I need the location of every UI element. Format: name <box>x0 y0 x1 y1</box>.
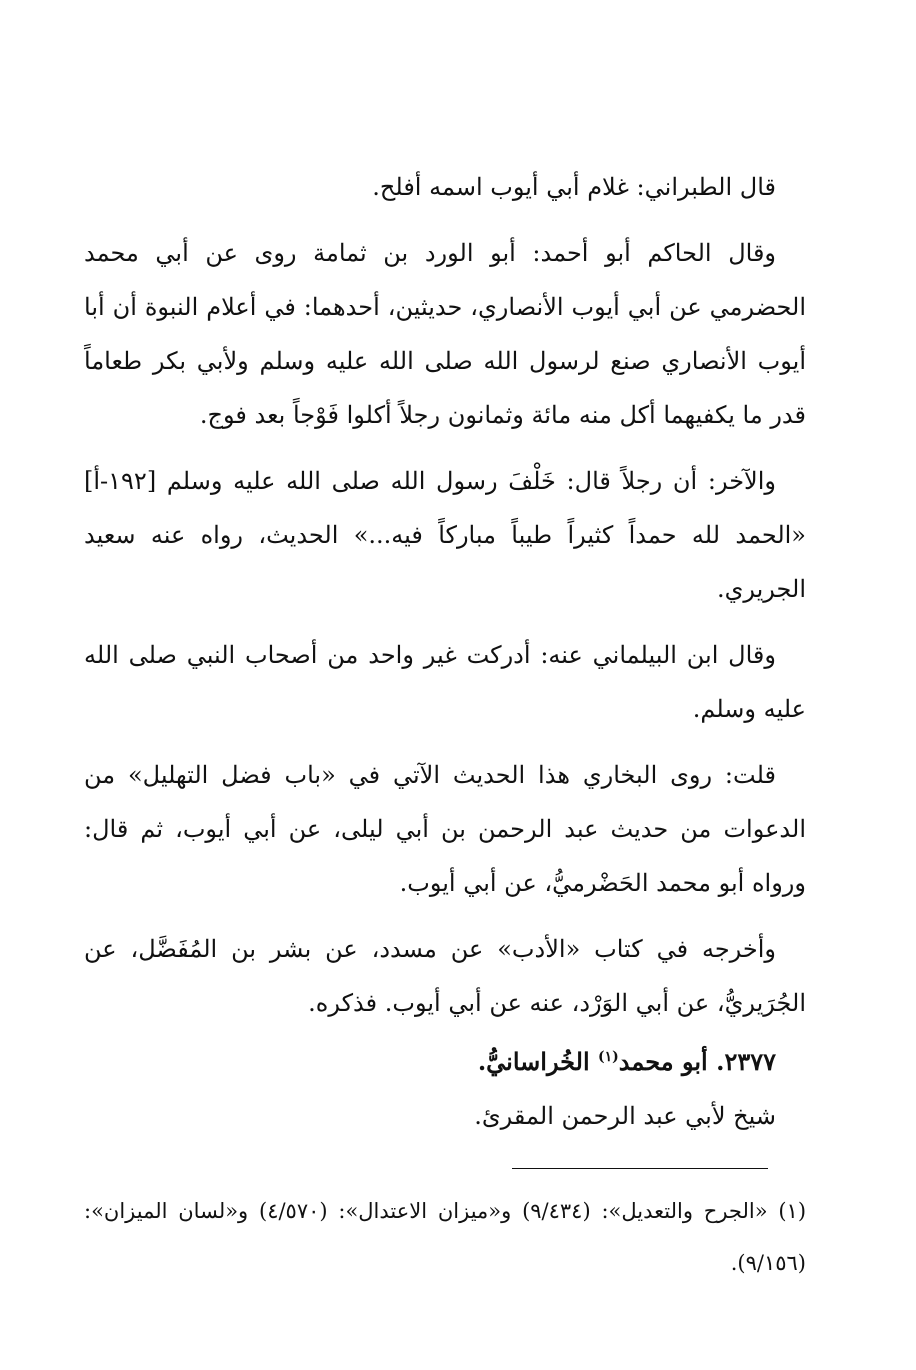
footnote-reference[interactable]: (١) <box>598 1049 619 1065</box>
paragraph-5: قلت: روى البخاري هذا الحديث الآتي في «باب فضل التهليل» من الدعوات من حديث عبد الرحمن بن أبي ليلى، عن أبي أيوب، ثم قال: ورواه أبو محمد الحَضْرميُّ، عن أبي أيوب. <box>84 761 806 897</box>
entry-description: شيخ لأبي عبد الرحمن المقرئ. <box>474 1102 776 1130</box>
entry-number-name: ٢٣٧٧. أبو محمد <box>618 1047 776 1076</box>
paragraph-3: والآخر: أن رجلاً قال: خَلْفَ رسول الله صلى الله عليه وسلم [١٩٢-أ] «الحمد لله حمداً كثيراً طيباً مباركاً فيه...» الحديث، رواه عنه سعيد الجريري. <box>84 467 806 603</box>
footnote: (١) «الجرح والتعديل»: (٩/٤٣٤) و«ميزان الاعتدال»: (٤/٥٧٠) و«لسان الميزان»: (٩/١٥٦). <box>84 1199 807 1275</box>
paragraph-6: وأخرجه في كتاب «الأدب» عن مسدد، عن بشر بن المُفَضَّل، عن الجُرَيريُّ، عن أبي الوَرْد، عنه عن أبي أيوب. فذكره. <box>84 935 806 1017</box>
entry-heading <box>84 1030 806 1089</box>
paragraph-4: وقال ابن البيلماني عنه: أدركت غير واحد من أصحاب النبي صلى الله عليه وسلم. <box>84 641 806 723</box>
entry-nisba: الخُراسانيُّ. <box>477 1047 599 1076</box>
main-text <box>84 160 806 1155</box>
paragraph-1: قال الطبراني: غلام أبي أيوب اسمه أفلح. <box>372 173 776 201</box>
paragraph-2: وقال الحاكم أبو أحمد: أبو الورد بن ثمامة روى عن أبي محمد الحضرمي عن أبي أيوب الأنصاري، حديثين، أحدهما: في أعلام النبوة أن أبا أيوب الأنصاري صنع لرسول الله صلى الله عليه وسلم ولأبي بكر طعاماً قدر ما يكفيهما أكل منه مائة وثمانون رجلاً أكلوا فَوْجاً بعد فوج. <box>84 239 806 429</box>
footnote-divider <box>512 1168 768 1169</box>
